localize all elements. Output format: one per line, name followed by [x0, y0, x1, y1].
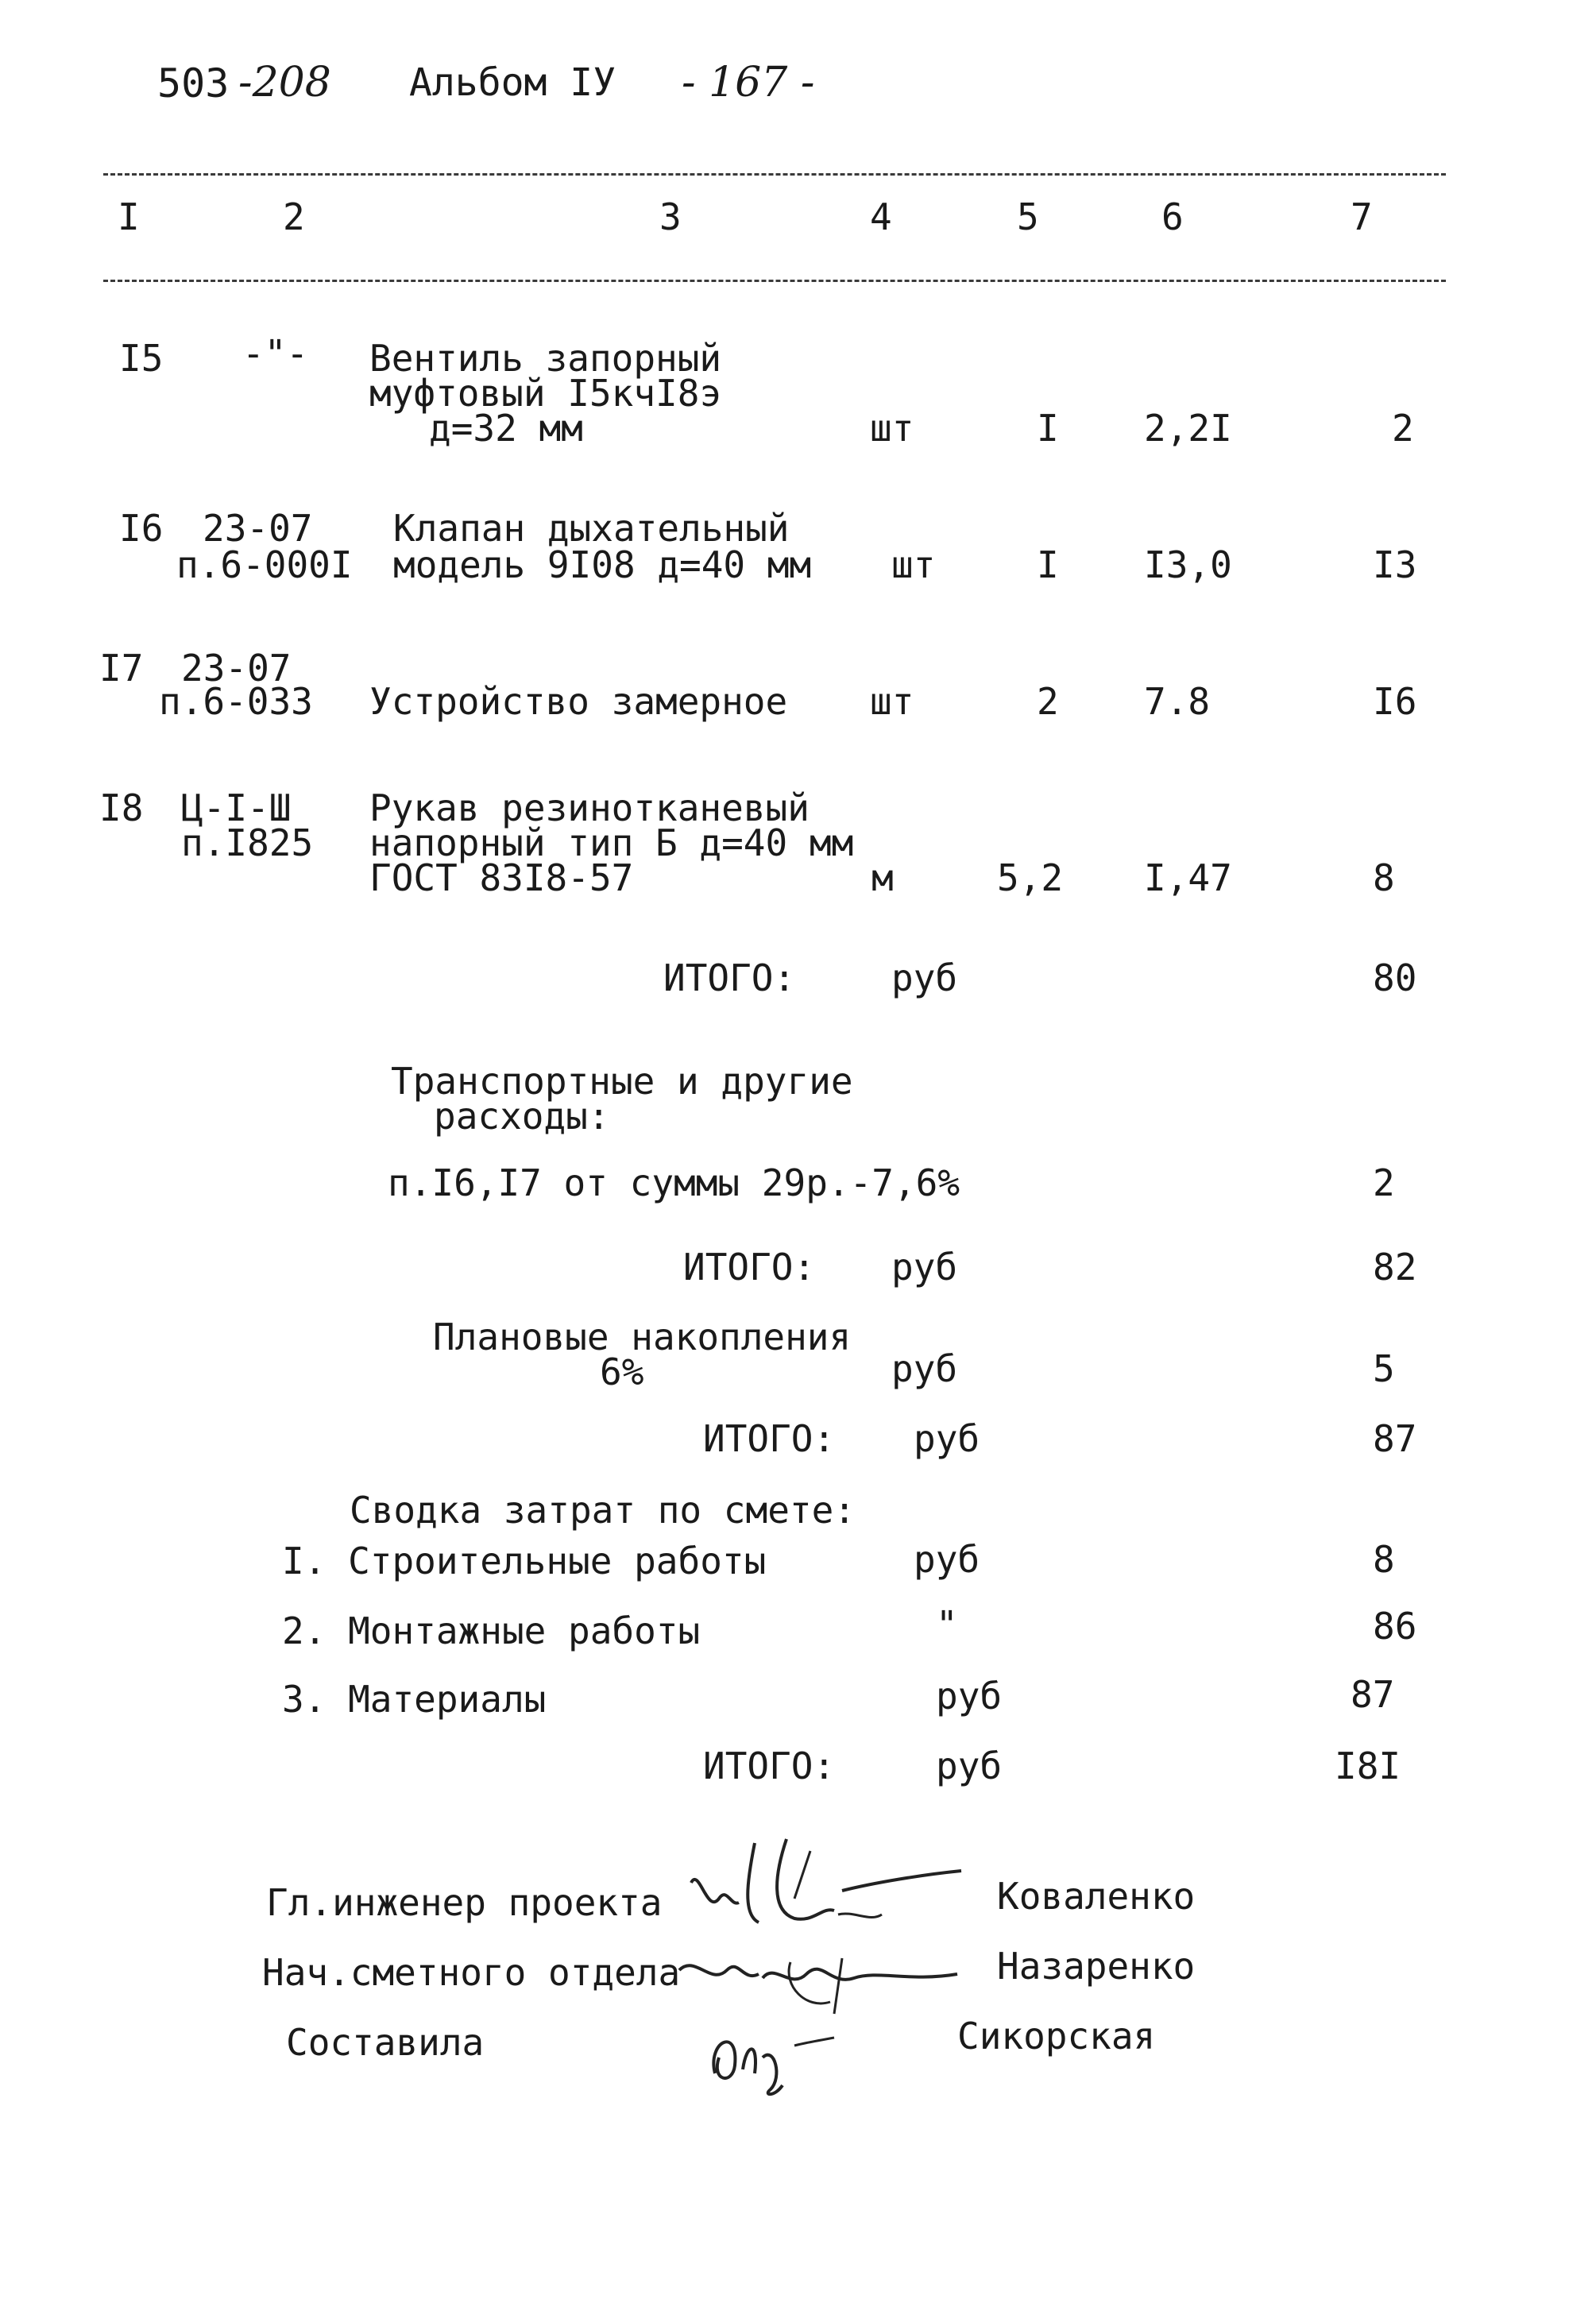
row-total: 2: [1392, 407, 1414, 450]
itogo-label: ИТОГО:: [663, 956, 796, 999]
column-header-6: 6: [1161, 195, 1184, 238]
row-reference-item: п.6-000I: [176, 543, 353, 586]
row-reference-item: п.6-033: [159, 680, 313, 723]
row-quantity: 5,2: [997, 856, 1064, 899]
signature-role: Гл.инженер проекта: [266, 1881, 663, 1924]
summary-item-label: 2. Монтажные работы: [282, 1609, 701, 1652]
row-reference: -"-: [242, 332, 309, 375]
summary-item-value: 86: [1373, 1605, 1417, 1648]
row-quantity: I: [1037, 407, 1059, 450]
row-quantity: 2: [1037, 680, 1059, 723]
row-number: I8: [99, 786, 144, 829]
row-unit: м: [871, 856, 894, 899]
signature-name: Коваленко: [997, 1875, 1196, 1918]
summary-item-value: 87: [1351, 1673, 1395, 1716]
row-unit: шт: [870, 407, 914, 450]
itogo-label: ИТОГО:: [703, 1417, 836, 1460]
row-reference: 23-07: [181, 647, 292, 690]
page-number: - 167 -: [682, 59, 815, 106]
itogo-value: 87: [1373, 1417, 1417, 1460]
row-price: I3,0: [1144, 543, 1232, 586]
itogo-currency: руб: [891, 956, 958, 999]
summary-item-value: 8: [1373, 1538, 1395, 1581]
doc-series-suffix: -208: [238, 59, 331, 106]
summary-itogo-value: I8I: [1335, 1745, 1401, 1787]
row-name-line: Клапан дыхательный: [393, 507, 790, 550]
row-total: 8: [1373, 856, 1395, 899]
row-quantity: I: [1037, 543, 1059, 586]
column-header-1: I: [118, 195, 140, 238]
itogo-currency: руб: [891, 1246, 958, 1289]
plan-currency: руб: [891, 1347, 958, 1390]
row-name-line: напорный тип Б д=40 мм: [369, 821, 854, 864]
transport-basis: п.I6,I7 от суммы 29р.-7,6%: [388, 1161, 960, 1204]
row-reference: Ц-I-Ш: [181, 786, 292, 829]
row-total: I3: [1373, 543, 1417, 586]
signature-name: Назаренко: [997, 1945, 1196, 1988]
summary-item-unit: руб: [936, 1675, 1003, 1717]
signature-role: Составила: [286, 2021, 485, 2064]
row-name-line: модель 9I08 д=40 мм: [393, 543, 812, 586]
row-price: I,47: [1144, 856, 1232, 899]
summary-itogo-unit: руб: [936, 1745, 1003, 1787]
row-number: I5: [119, 337, 164, 380]
row-price: 7.8: [1144, 680, 1211, 723]
summary-item-unit: ": [936, 1603, 958, 1646]
doc-series: 503: [157, 60, 230, 106]
row-reference-item: п.I825: [181, 821, 314, 864]
plan-value: 5: [1373, 1347, 1395, 1390]
handwritten-signature-chief-engineer: [683, 1835, 969, 1944]
row-name-line: ГОСТ 83I8-57: [369, 856, 634, 899]
column-header-3: 3: [659, 195, 682, 238]
itogo-currency: руб: [914, 1417, 980, 1460]
column-header-5: 5: [1017, 195, 1039, 238]
row-unit: шт: [870, 680, 914, 723]
itogo-label: ИТОГО:: [683, 1246, 816, 1289]
row-name-line: муфтовый I5кчI8э: [369, 372, 722, 415]
album-title: Альбом IУ: [409, 60, 616, 105]
itogo-value: 82: [1373, 1246, 1417, 1289]
row-price: 2,2I: [1144, 407, 1232, 450]
transport-label: расходы:: [434, 1095, 610, 1138]
row-total: I6: [1373, 680, 1417, 723]
column-header-7: 7: [1351, 195, 1373, 238]
summary-item-unit: руб: [914, 1538, 980, 1581]
column-header-4: 4: [870, 195, 892, 238]
row-name-line: Рукав резинотканевый: [369, 786, 810, 829]
summary-item-label: 3. Материалы: [282, 1678, 547, 1721]
summary-item-label: I. Строительные работы: [282, 1540, 767, 1582]
transport-value: 2: [1373, 1161, 1395, 1204]
header-top-rule: [103, 173, 1446, 176]
row-name-line: д=32 мм: [429, 407, 583, 450]
row-reference: 23-07: [203, 507, 313, 550]
itogo-value: 80: [1373, 956, 1417, 999]
signature-name: Сикорская: [957, 2015, 1156, 2058]
plan-label-percent: 6%: [600, 1350, 644, 1393]
column-header-2: 2: [283, 195, 305, 238]
row-name-line: Устройство замерное: [369, 680, 788, 723]
row-number: I7: [99, 647, 144, 690]
row-name-line: Вентиль запорный: [369, 337, 722, 380]
row-unit: шт: [891, 543, 936, 586]
plan-label: Плановые накопления: [433, 1316, 852, 1358]
summary-itogo-label: ИТОГО:: [703, 1745, 836, 1787]
summary-title: Сводка затрат по смете:: [350, 1489, 856, 1532]
signature-role: Нач.сметного отдела: [262, 1951, 681, 1994]
header-bottom-rule: [103, 280, 1446, 282]
handwritten-signature-compiler: [699, 2010, 858, 2103]
transport-label: Транспортные и другие: [391, 1060, 853, 1103]
row-number: I6: [119, 507, 164, 550]
